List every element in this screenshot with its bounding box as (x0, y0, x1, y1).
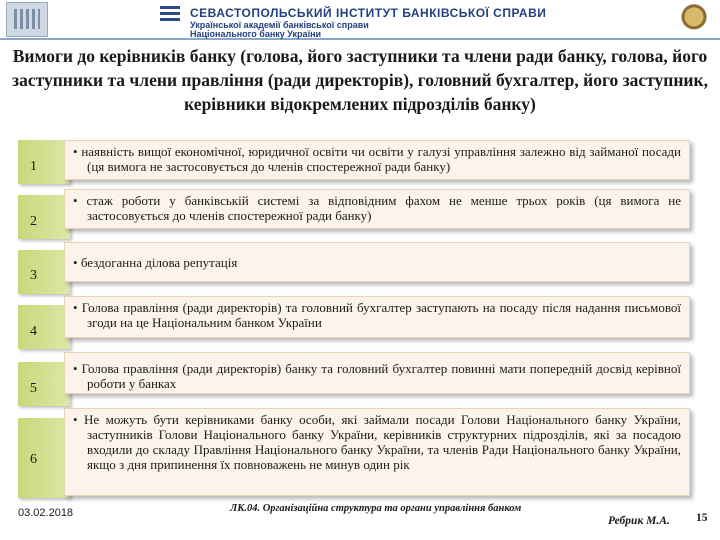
institute-emblem-icon (160, 6, 180, 28)
requirement-card-6 (64, 408, 690, 496)
item-number-3: 3 (30, 268, 37, 283)
requirement-card-3 (64, 242, 690, 282)
page-number: 15 (696, 512, 708, 524)
requirement-text-6: • Не можуть бути керівниками банку особи, які займали посади Голови Національного банку України, заступників Голови Національного банку України, керівників структурних підрозділів, які за посадою входили до складу Правління Національного банку України, та членів Ради Національного банку України, якщо з дня припинення їх повноважень не минув один рік (73, 412, 682, 472)
footer-author: Ребрик М.А. (608, 515, 670, 527)
institute-name: СЕВАСТОПОЛЬСЬКИЙ ІНСТИТУТ БАНКІВСЬКОЇ СПРАВИ (190, 6, 547, 20)
item-number-2: 2 (30, 214, 37, 229)
header-banner (0, 0, 720, 40)
number-tab-6 (18, 418, 70, 498)
item-number-5: 5 (30, 381, 37, 396)
number-tab-5 (18, 362, 70, 406)
requirement-card-1 (64, 140, 690, 180)
requirement-text-1: • наявність вищої економічної, юридичної освіти чи освіти у галузі управління залежно від займаної посади (ця вимога не застосовується до членів спостережної ради банку) (73, 144, 681, 174)
requirement-card-4 (64, 296, 690, 338)
item-number-1: 1 (30, 159, 37, 174)
item-number-6: 6 (30, 452, 37, 467)
institute-subtitle-1: Української академії банківської справи (190, 20, 369, 30)
number-tab-2 (18, 195, 70, 239)
number-tab-4 (18, 305, 70, 349)
number-tab-3 (18, 250, 70, 294)
item-number-4: 4 (30, 324, 37, 339)
requirement-text-5: • Голова правління (ради директорів) банку та головний бухгалтер повинні мати попередній досвід керівної роботи у банках (73, 361, 681, 391)
institute-subtitle-2: Національного банку України (190, 29, 322, 39)
institute-building-logo (6, 2, 48, 37)
slide-title: Вимоги до керівників банку (голова, його заступники та члени ради банку, голова, його заступники та члени правління (ради директорів), головний бухгалтер, його заступник, керівники відокремлених підрозділів банку) (12, 46, 708, 114)
coat-of-arms-logo (674, 2, 714, 35)
requirement-text-4: • Голова правління (ради директорів) та головний бухгалтер заступають на посаду після надання письмової згоди на це Національним банком України (73, 300, 681, 330)
requirement-text-2: • стаж роботи у банківській системі за відповідним фахом не менше трьох років (ця вимога не застосовується до членів спостережної ради банку) (73, 193, 681, 223)
requirement-card-5 (64, 352, 690, 394)
requirement-text-3: • бездоганна ділова репутація (73, 255, 238, 270)
footer-date: 03.02.2018 (18, 507, 74, 519)
requirement-card-2 (64, 189, 690, 229)
footer-lecture-title: ЛК.04. Організаційна структура та органи управління банком (230, 503, 522, 514)
number-tab-1 (18, 140, 70, 184)
